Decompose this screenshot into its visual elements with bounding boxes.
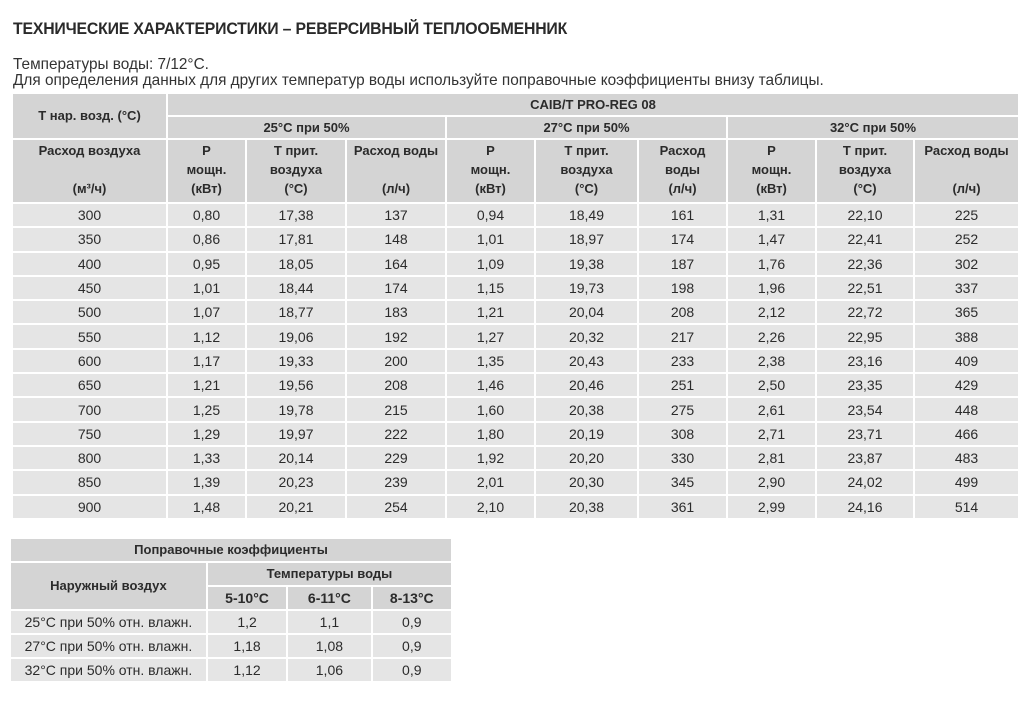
value-cell: 18,97 [536, 228, 637, 250]
value-cell: 308 [639, 423, 726, 445]
table-row [13, 398, 1018, 420]
value-cell: 1,80 [447, 423, 534, 445]
value-cell: 20,23 [247, 471, 345, 493]
value-cell: 208 [347, 374, 445, 396]
value-cell: 239 [347, 471, 445, 493]
value-cell: 22,41 [817, 228, 913, 250]
factor-cell: 1,08 [288, 635, 370, 657]
air-flow-cell: 350 [13, 228, 166, 250]
value-cell: 198 [639, 277, 726, 299]
value-cell: 1,60 [447, 398, 534, 420]
value-cell: 17,81 [247, 228, 345, 250]
value-cell: 1,17 [168, 350, 245, 372]
value-cell: 448 [915, 398, 1018, 420]
outdoor-temp-header: T нар. возд. (°C) [13, 94, 166, 138]
value-cell: 24,16 [817, 496, 913, 518]
table-row [13, 204, 1018, 226]
value-cell: 2,61 [728, 398, 815, 420]
value-cell: 200 [347, 350, 445, 372]
group-header-25: 25°C при 50% [168, 117, 445, 138]
factor-cell: 1,18 [208, 635, 286, 657]
outdoor-air-cell: 32°C при 50% отн. влажн. [11, 659, 206, 681]
value-cell: 302 [915, 253, 1018, 275]
value-cell: 19,56 [247, 374, 345, 396]
value-cell: 2,10 [447, 496, 534, 518]
value-cell: 1,92 [447, 447, 534, 469]
value-cell: 330 [639, 447, 726, 469]
table-row [13, 374, 1018, 396]
value-cell: 23,35 [817, 374, 913, 396]
air-flow-cell: 600 [13, 350, 166, 372]
value-cell: 365 [915, 301, 1018, 323]
value-cell: 0,86 [168, 228, 245, 250]
table-row [13, 228, 1018, 250]
value-cell: 19,97 [247, 423, 345, 445]
value-cell: 1,07 [168, 301, 245, 323]
value-cell: 19,33 [247, 350, 345, 372]
value-cell: 20,20 [536, 447, 637, 469]
value-cell: 1,25 [168, 398, 245, 420]
factor-cell: 1,1 [288, 611, 370, 633]
table-row [13, 350, 1018, 372]
water-temp-8-13: 8-13°C [373, 587, 451, 609]
value-cell: 1,01 [447, 228, 534, 250]
value-cell: 2,71 [728, 423, 815, 445]
value-cell: 20,38 [536, 398, 637, 420]
value-cell: 20,38 [536, 496, 637, 518]
value-cell: 2,12 [728, 301, 815, 323]
table-row [13, 277, 1018, 299]
value-cell: 1,96 [728, 277, 815, 299]
air-flow-cell: 850 [13, 471, 166, 493]
column-header: Расход воды (л/ч) [347, 140, 445, 202]
value-cell: 22,72 [817, 301, 913, 323]
value-cell: 1,33 [168, 447, 245, 469]
value-cell: 22,10 [817, 204, 913, 226]
column-header: T прит. воздуха (°C) [536, 140, 637, 202]
table-row [13, 471, 1018, 493]
value-cell: 337 [915, 277, 1018, 299]
value-cell: 2,90 [728, 471, 815, 493]
outdoor-air-cell: 27°C при 50% отн. влажн. [11, 635, 206, 657]
value-cell: 187 [639, 253, 726, 275]
value-cell: 161 [639, 204, 726, 226]
value-cell: 19,38 [536, 253, 637, 275]
value-cell: 345 [639, 471, 726, 493]
value-cell: 20,32 [536, 325, 637, 347]
value-cell: 1,35 [447, 350, 534, 372]
value-cell: 215 [347, 398, 445, 420]
table-row [13, 253, 1018, 275]
value-cell: 2,99 [728, 496, 815, 518]
group-header-32: 32°C при 50% [728, 117, 1018, 138]
outdoor-air-cell: 25°C при 50% отн. влажн. [11, 611, 206, 633]
value-cell: 20,19 [536, 423, 637, 445]
value-cell: 2,50 [728, 374, 815, 396]
value-cell: 20,43 [536, 350, 637, 372]
value-cell: 22,51 [817, 277, 913, 299]
air-flow-cell: 500 [13, 301, 166, 323]
value-cell: 1,76 [728, 253, 815, 275]
value-cell: 22,95 [817, 325, 913, 347]
value-cell: 0,94 [447, 204, 534, 226]
value-cell: 2,38 [728, 350, 815, 372]
air-flow-cell: 300 [13, 204, 166, 226]
value-cell: 429 [915, 374, 1018, 396]
value-cell: 361 [639, 496, 726, 518]
table-row [13, 423, 1018, 445]
value-cell: 18,44 [247, 277, 345, 299]
air-flow-cell: 750 [13, 423, 166, 445]
column-header: Расход воды (л/ч) [639, 140, 726, 202]
value-cell: 23,54 [817, 398, 913, 420]
air-flow-cell: 900 [13, 496, 166, 518]
value-cell: 1,29 [168, 423, 245, 445]
value-cell: 217 [639, 325, 726, 347]
table-row [11, 611, 451, 633]
table-row [11, 659, 451, 681]
value-cell: 20,04 [536, 301, 637, 323]
factor-cell: 1,2 [208, 611, 286, 633]
value-cell: 18,49 [536, 204, 637, 226]
value-cell: 174 [639, 228, 726, 250]
value-cell: 1,12 [168, 325, 245, 347]
value-cell: 20,30 [536, 471, 637, 493]
value-cell: 183 [347, 301, 445, 323]
value-cell: 174 [347, 277, 445, 299]
value-cell: 1,09 [447, 253, 534, 275]
water-temp-note: Температуры воды: 7/12°C. [13, 56, 209, 73]
air-flow-cell: 700 [13, 398, 166, 420]
value-cell: 483 [915, 447, 1018, 469]
air-flow-cell: 550 [13, 325, 166, 347]
value-cell: 275 [639, 398, 726, 420]
column-header: P мощн. (кВт) [168, 140, 245, 202]
water-temp-5-10: 5-10°C [208, 587, 286, 609]
water-temps-header: Температуры воды [208, 563, 451, 585]
value-cell: 1,39 [168, 471, 245, 493]
value-cell: 1,48 [168, 496, 245, 518]
value-cell: 23,71 [817, 423, 913, 445]
value-cell: 229 [347, 447, 445, 469]
column-header: P мощн. (кВт) [728, 140, 815, 202]
value-cell: 18,77 [247, 301, 345, 323]
column-header: Расход воды (л/ч) [915, 140, 1018, 202]
correction-factors-table [9, 537, 453, 683]
value-cell: 18,05 [247, 253, 345, 275]
value-cell: 1,21 [168, 374, 245, 396]
specs-table [11, 92, 1020, 520]
value-cell: 2,26 [728, 325, 815, 347]
air-flow-cell: 400 [13, 253, 166, 275]
table-row [11, 635, 451, 657]
column-header: P мощн. (кВт) [447, 140, 534, 202]
value-cell: 19,73 [536, 277, 637, 299]
value-cell: 22,36 [817, 253, 913, 275]
factor-cell: 1,06 [288, 659, 370, 681]
water-temp-6-11: 6-11°C [288, 587, 370, 609]
value-cell: 164 [347, 253, 445, 275]
value-cell: 24,02 [817, 471, 913, 493]
value-cell: 514 [915, 496, 1018, 518]
value-cell: 2,01 [447, 471, 534, 493]
value-cell: 1,27 [447, 325, 534, 347]
value-cell: 2,81 [728, 447, 815, 469]
value-cell: 137 [347, 204, 445, 226]
value-cell: 23,16 [817, 350, 913, 372]
value-cell: 499 [915, 471, 1018, 493]
value-cell: 222 [347, 423, 445, 445]
value-cell: 1,21 [447, 301, 534, 323]
value-cell: 251 [639, 374, 726, 396]
value-cell: 252 [915, 228, 1018, 250]
value-cell: 388 [915, 325, 1018, 347]
factor-cell: 0,9 [373, 635, 451, 657]
table-row [13, 447, 1018, 469]
value-cell: 225 [915, 204, 1018, 226]
air-flow-cell: 650 [13, 374, 166, 396]
correction-note: Для определения данных для других температур воды используйте поправочные коэффициенты внизу таблицы. [13, 72, 824, 89]
correction-title: Поправочные коэффициенты [11, 539, 451, 561]
table-row [13, 496, 1018, 518]
factor-cell: 0,9 [373, 659, 451, 681]
value-cell: 20,21 [247, 496, 345, 518]
air-flow-header: Расход воздуха (м³/ч) [13, 140, 166, 202]
value-cell: 466 [915, 423, 1018, 445]
value-cell: 20,14 [247, 447, 345, 469]
model-header: CAIB/T PRO-REG 08 [168, 94, 1018, 115]
column-header: T прит. воздуха (°C) [817, 140, 913, 202]
value-cell: 0,80 [168, 204, 245, 226]
value-cell: 20,46 [536, 374, 637, 396]
air-flow-cell: 450 [13, 277, 166, 299]
value-cell: 23,87 [817, 447, 913, 469]
outdoor-air-header: Наружный воздух [11, 563, 206, 609]
value-cell: 148 [347, 228, 445, 250]
table-row [13, 325, 1018, 347]
value-cell: 192 [347, 325, 445, 347]
factor-cell: 0,9 [373, 611, 451, 633]
value-cell: 0,95 [168, 253, 245, 275]
column-header: T прит. воздуха (°C) [247, 140, 345, 202]
value-cell: 17,38 [247, 204, 345, 226]
value-cell: 409 [915, 350, 1018, 372]
value-cell: 254 [347, 496, 445, 518]
value-cell: 19,78 [247, 398, 345, 420]
value-cell: 19,06 [247, 325, 345, 347]
value-cell: 1,47 [728, 228, 815, 250]
air-flow-cell: 800 [13, 447, 166, 469]
value-cell: 1,46 [447, 374, 534, 396]
value-cell: 1,15 [447, 277, 534, 299]
value-cell: 1,31 [728, 204, 815, 226]
group-header-27: 27°C при 50% [447, 117, 726, 138]
value-cell: 208 [639, 301, 726, 323]
table-row [13, 301, 1018, 323]
factor-cell: 1,12 [208, 659, 286, 681]
value-cell: 1,01 [168, 277, 245, 299]
value-cell: 233 [639, 350, 726, 372]
page-title: ТЕХНИЧЕСКИЕ ХАРАКТЕРИСТИКИ – РЕВЕРСИВНЫЙ ТЕПЛООБМЕННИК [13, 19, 568, 38]
